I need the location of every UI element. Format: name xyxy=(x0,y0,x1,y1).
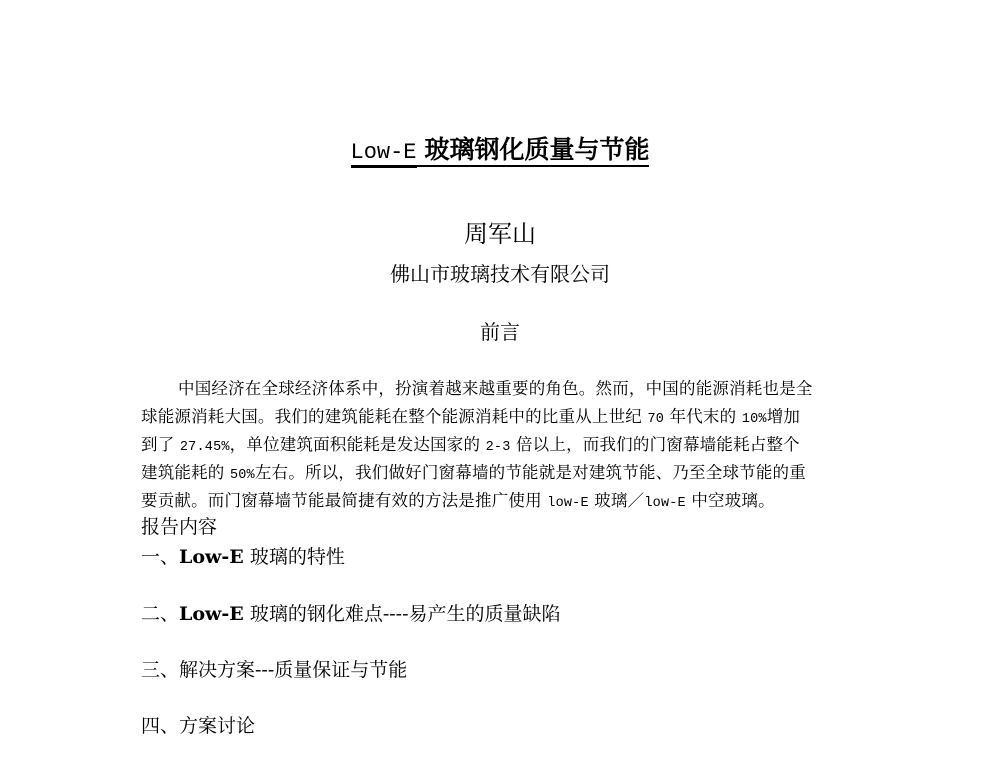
preface-line-3-text-a: 到了 xyxy=(141,435,175,454)
outline-item-1-prefix: 一、 xyxy=(141,546,180,568)
outline-item-2-bold: Low-E xyxy=(179,603,244,625)
preface-line-3-text-b: ，单位建筑面积能耗是发达国家的 xyxy=(229,435,481,454)
preface-heading: 前言 xyxy=(480,320,520,344)
preface-line-2-number-1: 70 xyxy=(647,412,665,427)
preface-line-3 xyxy=(141,431,865,459)
preface-line-1-text: 中国经济在全球经济体系中，扮演着越来越重要的角色。然而，中国的能源消耗也是全 xyxy=(178,379,813,398)
preface-line-4-text-b: 左右。所以，我们做好门窗幕墙的节能就是对建筑节能、乃至全球节能的重 xyxy=(254,463,806,482)
outline-item-1-bold: Low-E xyxy=(179,546,244,568)
outline-item-1-text: 玻璃的特性 xyxy=(243,546,345,568)
preface-line-4-text-a: 建筑能耗的 xyxy=(141,463,225,482)
preface-line-4 xyxy=(141,459,865,487)
outline-item-4 xyxy=(141,712,255,740)
preface-line-2-text-b: 年代末的 xyxy=(669,407,737,426)
preface-line-3-number-2: 2-3 xyxy=(485,440,511,455)
author-name: 周军山 xyxy=(464,220,536,248)
preface-line-5-term-1: low-E xyxy=(547,496,589,511)
preface-line-5-text-b: 玻璃／ xyxy=(594,491,645,510)
outline-item-2-prefix: 二、 xyxy=(141,603,180,625)
outline-item-3-prefix: 三、 xyxy=(141,659,180,681)
preface-line-2-text-c: 增加 xyxy=(766,407,801,426)
preface-line-3-text-c: 倍以上，而我们的门窗幕墙能耗占整个 xyxy=(515,435,800,454)
title-latin-part: Low-E xyxy=(351,140,417,168)
preface-paragraph xyxy=(141,375,865,515)
preface-line-2-number-2: 10% xyxy=(741,412,767,427)
preface-line-5-text-a: 要贡献。而门窗幕墙节能最简捷有效的方法是推广使用 xyxy=(141,491,542,510)
outline-item-3-text: 解决方案---质量保证与节能 xyxy=(179,659,408,681)
preface-line-2 xyxy=(141,403,865,431)
outline-item-2 xyxy=(141,600,561,628)
preface-line-5-text-c: 中空玻璃。 xyxy=(691,491,775,510)
outline-item-2-text: 玻璃的钢化难点----易产生的质量缺陷 xyxy=(243,603,561,625)
title-chinese-part: 玻璃钢化质量与节能 xyxy=(424,135,649,167)
outline-item-3 xyxy=(141,656,407,684)
preface-line-5-term-2: low-E xyxy=(644,496,686,511)
document-title xyxy=(0,134,1000,169)
report-contents-label: 报告内容 xyxy=(141,516,218,538)
author-affiliation: 佛山市玻璃技术有限公司 xyxy=(390,262,610,286)
outline-item-4-text: 方案讨论 xyxy=(179,715,256,737)
preface-line-3-number-1: 27.45% xyxy=(179,440,230,455)
outline-item-4-prefix: 四、 xyxy=(141,715,180,737)
preface-line-1 xyxy=(141,375,865,403)
preface-line-5 xyxy=(141,487,865,515)
outline-item-1 xyxy=(141,543,345,571)
preface-line-2-text-a: 球能源消耗大国。我们的建筑能耗在整个能源消耗中的比重从上世纪 xyxy=(141,407,642,426)
preface-line-4-number: 50% xyxy=(229,468,255,483)
